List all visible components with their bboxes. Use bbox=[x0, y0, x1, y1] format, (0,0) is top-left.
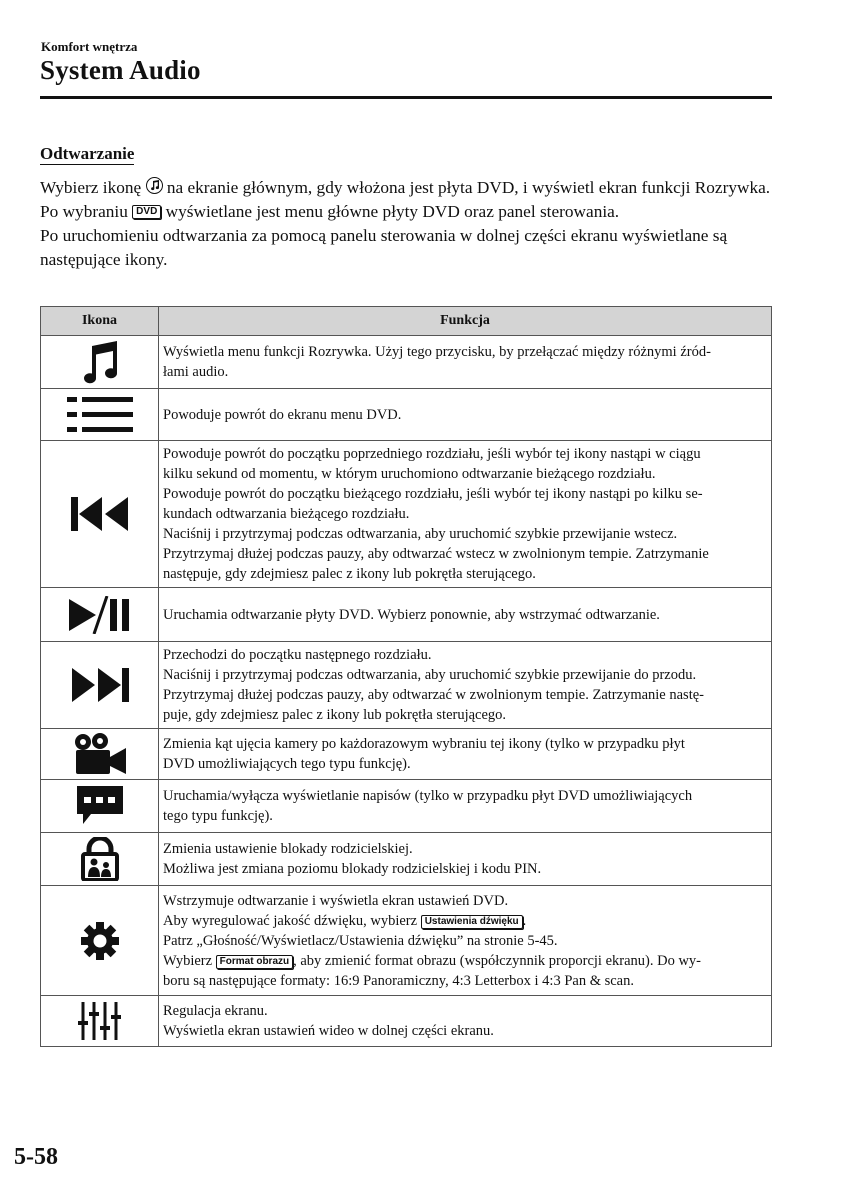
intro-paragraph-2: Po uruchomieniu odtwarzania za pomocą panelu sterowania w dolnej części ekranu wyświetlane są następujące ikony. bbox=[40, 226, 728, 269]
equalizer-sliders-icon bbox=[78, 1001, 122, 1041]
table-row bbox=[41, 996, 772, 1047]
description-line: kundach odtwarzania bieżącego rozdziału. bbox=[163, 506, 410, 522]
page-title: System Audio bbox=[40, 55, 201, 85]
description-line: tego typu funkcję). bbox=[163, 808, 273, 824]
icon-cell bbox=[41, 441, 159, 588]
icon-cell bbox=[41, 780, 159, 833]
table-row bbox=[41, 389, 772, 441]
settings-gear-icon bbox=[80, 921, 120, 961]
table-row bbox=[41, 833, 772, 886]
section-label: Komfort wnętrza bbox=[41, 39, 138, 54]
page-number: 5-58 bbox=[14, 1144, 58, 1170]
description-text: Wybierz bbox=[163, 952, 213, 969]
table-row bbox=[41, 886, 772, 996]
header-function: Funkcja bbox=[159, 307, 772, 336]
description-line: DVD umożliwiających tego typu funkcję). bbox=[163, 756, 411, 772]
description-line: następuje, gdy zdejmiesz palec z ikony lub pokrętła sterującego. bbox=[163, 566, 536, 582]
description-line bbox=[163, 951, 765, 971]
description-line: Przytrzymaj dłużej podczas pauzy, aby odtwarzać w zwolnionym tempie. Zatrzymanie nastę- bbox=[163, 687, 704, 703]
intro-text bbox=[40, 176, 780, 272]
function-description bbox=[159, 441, 772, 588]
description-line: Przechodzi do początku następnego rozdziału. bbox=[163, 647, 432, 663]
description-line: Patrz „Głośność/Wyświetlacz/Ustawienia dźwięku” na stronie 5-45. bbox=[163, 932, 558, 949]
title-rule bbox=[40, 96, 772, 99]
icon-cell bbox=[41, 642, 159, 729]
icon-cell bbox=[41, 833, 159, 886]
description-line: Zmienia ustawienie blokady rodzicielskiej. bbox=[163, 841, 413, 857]
dvd-button-tag: DVD bbox=[132, 205, 161, 219]
function-description bbox=[159, 780, 772, 833]
description-line: Wstrzymuje odtwarzanie i wyświetla ekran ustawień DVD. bbox=[163, 892, 509, 909]
function-description bbox=[159, 729, 772, 780]
skip-previous-icon bbox=[71, 497, 129, 531]
description-line: Powoduje powrót do ekranu menu DVD. bbox=[163, 406, 402, 423]
menu-list-icon bbox=[67, 395, 133, 435]
description-text: , aby zmienić format obrazu (współczynnik proporcji ekranu). Do wy- bbox=[293, 952, 702, 969]
music-note-icon bbox=[80, 340, 120, 384]
table-header-row bbox=[41, 307, 772, 336]
icon-cell bbox=[41, 729, 159, 780]
function-description bbox=[159, 886, 772, 996]
description-line: Powoduje powrót do początku poprzedniego rozdziału, jeśli wybór tej ikony nastąpi w ciągu bbox=[163, 446, 701, 462]
description-line: Wyświetla ekran ustawień wideo w dolnej części ekranu. bbox=[163, 1023, 494, 1039]
description-line: Uruchamia odtwarzanie płyty DVD. Wybierz ponownie, aby wstrzymać odtwarzanie. bbox=[163, 606, 660, 623]
table-row bbox=[41, 588, 772, 642]
function-description bbox=[159, 833, 772, 886]
description-line: kilku sekund od momentu, w którym uruchomiono odtwarzanie bieżącego rozdziału. bbox=[163, 466, 656, 482]
intro-text-part: Wybierz ikonę bbox=[40, 178, 142, 197]
table-row bbox=[41, 336, 772, 389]
intro-paragraph-1 bbox=[40, 176, 780, 224]
function-description bbox=[159, 588, 772, 642]
picture-format-button-tag: Format obrazu bbox=[216, 955, 293, 969]
table-row bbox=[41, 642, 772, 729]
description-line: Wyświetla menu funkcji Rozrywka. Użyj tego przycisku, by przełączać między różnymi źród- bbox=[163, 344, 711, 360]
intro-text-part: na ekranie głównym, gdy włożona jest płyta DVD, i wyświetl ekran funkcji Rozrywka. Po wybraniu bbox=[40, 178, 771, 221]
icon-cell bbox=[41, 996, 159, 1047]
table-row bbox=[41, 441, 772, 588]
description-line: Możliwa jest zmiana poziomu blokady rodzicielskiej i kodu PIN. bbox=[163, 861, 542, 877]
function-description bbox=[159, 996, 772, 1047]
function-description bbox=[159, 389, 772, 441]
description-line: boru są następujące formaty: 16:9 Panoramiczny, 4:3 Letterbox i 4:3 Pan & scan. bbox=[163, 972, 634, 989]
description-line: puje, gdy zdejmiesz palec z ikony lub pokrętła sterującego. bbox=[163, 707, 507, 723]
skip-next-icon bbox=[71, 668, 129, 702]
function-table bbox=[40, 306, 772, 1047]
icon-cell bbox=[41, 389, 159, 441]
description-line: łami audio. bbox=[163, 364, 229, 380]
table-row bbox=[41, 729, 772, 780]
table-row bbox=[41, 780, 772, 833]
description-line: Naciśnij i przytrzymaj podczas odtwarzania, aby uruchomić szybkie przewijanie wstecz. bbox=[163, 526, 678, 542]
parental-lock-icon bbox=[80, 837, 120, 881]
description-line: Powoduje powrót do początku bieżącego rozdziału, jeśli wybór tej ikony nastąpi po kilku se- bbox=[163, 486, 703, 502]
header-icon: Ikona bbox=[41, 307, 159, 336]
entertainment-icon bbox=[146, 177, 163, 194]
description-line bbox=[163, 911, 765, 931]
sound-settings-button-tag: Ustawienia dźwięku bbox=[421, 915, 523, 929]
description-text: Aby wyregulować jakość dźwięku, wybierz bbox=[163, 912, 418, 929]
subtitles-icon bbox=[75, 785, 125, 827]
icon-cell bbox=[41, 336, 159, 389]
description-line: Zmienia kąt ujęcia kamery po każdorazowym wybraniu tej ikony (tylko w przypadku płyt bbox=[163, 736, 685, 752]
camera-angle-icon bbox=[73, 733, 127, 775]
function-description bbox=[159, 336, 772, 389]
description-line: Przytrzymaj dłużej podczas pauzy, aby odtwarzać wstecz w zwolnionym tempie. Zatrzymanie bbox=[163, 546, 709, 562]
function-description bbox=[159, 642, 772, 729]
intro-text-part: wyświetlane jest menu główne płyty DVD oraz panel sterowania. bbox=[165, 202, 620, 221]
icon-cell bbox=[41, 588, 159, 642]
play-pause-icon bbox=[69, 596, 131, 634]
subheading-playback: Odtwarzanie bbox=[40, 144, 135, 163]
description-line: Naciśnij i przytrzymaj podczas odtwarzania, aby uruchomić szybkie przewijanie do przodu. bbox=[163, 667, 697, 683]
icon-cell bbox=[41, 886, 159, 996]
description-text: . bbox=[522, 912, 527, 929]
description-line: Uruchamia/wyłącza wyświetlanie napisów (tylko w przypadku płyt DVD umożliwiających bbox=[163, 788, 693, 804]
description-line: Regulacja ekranu. bbox=[163, 1003, 268, 1019]
